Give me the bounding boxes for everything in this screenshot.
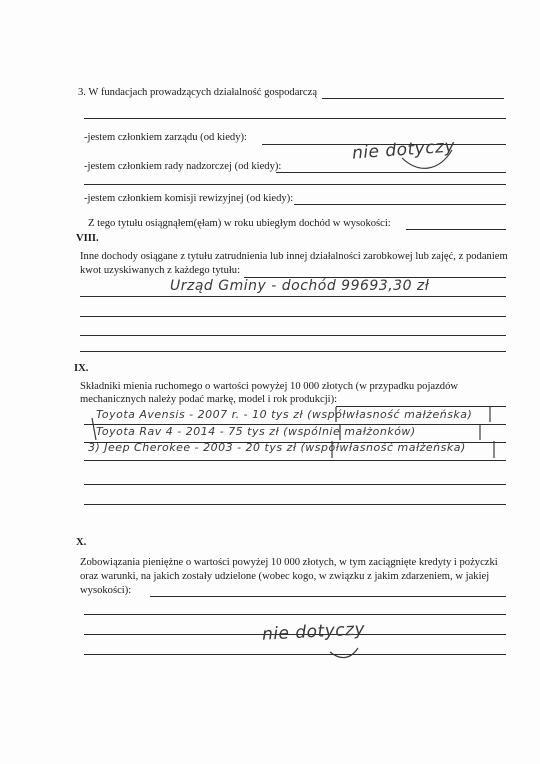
vehicle-entry: Toyota Avensis - 2007 r. - 10 tys zł (współwłasność małżeńska) <box>96 408 473 421</box>
handwritten-answer-section10: nie dotyczy <box>261 619 366 645</box>
section8-number: VIII. <box>76 233 99 244</box>
section10-text-line1: Zobowiązania pieniężne o wartości powyżej 10 000 złotych, w tym zaciągnięte kredyty i pożyczki <box>80 557 498 568</box>
audit-member-label: -jestem członkiem komisji rewizyjnej (od kiedy): <box>84 193 294 204</box>
section9-number: IX. <box>74 363 89 374</box>
section10-number: X. <box>76 537 87 548</box>
supervisory-member-label: -jestem członkiem rady nadzorczej (od kiedy): <box>84 161 282 172</box>
board-member-label: -jestem członkiem zarządu (od kiedy): <box>84 132 247 143</box>
section10-text-line3: wysokości): <box>80 585 132 596</box>
section10-text-line2: oraz warunki, na jakich zostały udzielone (wobec kogo, w związku z jakim zdarzeniem, w jakiej <box>80 571 490 582</box>
section8-text-line2: kwot uzyskiwanych z każdego tytułu: <box>80 265 241 276</box>
handwritten-answer-section8: Urząd Gminy - dochód 99693,30 zł <box>170 278 430 294</box>
section3-heading: 3. W fundacjach prowadzących działalność gospodarczą <box>78 87 318 98</box>
vehicle-entry: Toyota Rav 4 - 2014 - 75 tys zł (wspólnie małżonków) <box>96 425 416 438</box>
income-label: Z tego tytułu osiągnąłem(ęłam) w roku ubiegłym dochód w wysokości: <box>88 218 391 229</box>
section8-text-line1: Inne dochody osiągane z tytułu zatrudnienia lub innej działalności zarobkowej lub zajęć, z podaniem <box>80 251 508 262</box>
section9-text-line2: mechanicznych należy podać markę, model i rok produkcji): <box>80 394 338 405</box>
handwritten-answer-section3: nie dotyczy <box>351 136 456 164</box>
vehicle-entry: 3) Jeep Cherokee - 2003 - 20 tys zł (współwłasność małżeńska) <box>88 441 466 454</box>
section9-text-line1: Składniki mienia ruchomego o wartości powyżej 10 000 złotych (w przypadku pojazdów <box>80 381 459 392</box>
